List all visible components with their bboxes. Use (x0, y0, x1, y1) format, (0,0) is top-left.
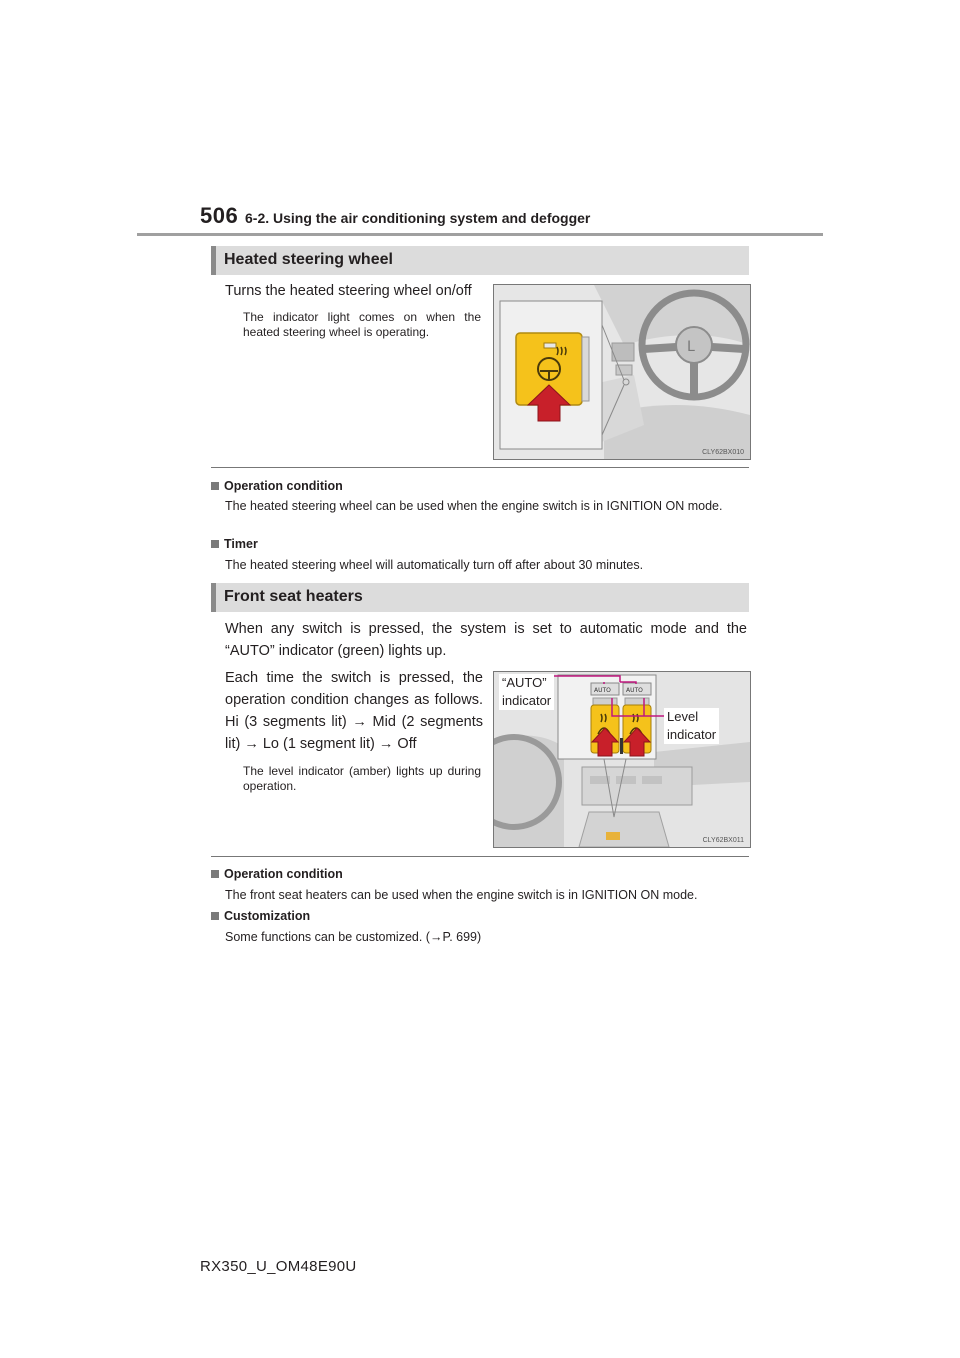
seat-heaters-note: The level indicator (amber) lights up during operation. (243, 764, 481, 793)
section-title: Front seat heaters (224, 588, 363, 605)
heated-wheel-intro: Turns the heated steering wheel on/off (225, 283, 472, 299)
note-text-operation-condition-seat: The front seat heaters can be used when the engine switch is in IGNITION ON mode. (225, 888, 698, 902)
level-indicator-callout (664, 708, 719, 744)
square-bullet-icon (211, 912, 219, 920)
note-heading-timer: Timer (211, 537, 258, 551)
section-divider (211, 467, 749, 468)
seat-heaters-intro: When any switch is pressed, the system is set to automatic mode and the “AUTO” indicator (green) lights up. (225, 621, 747, 659)
section-marker (211, 246, 216, 275)
front-seat-heaters-figure (493, 671, 751, 848)
callout-level-line1: Level (667, 709, 699, 724)
heated-steering-wheel-figure (493, 284, 751, 460)
page-number: 506 (200, 203, 239, 228)
auto-indicator-callout (499, 674, 554, 710)
heated-wheel-note: The indicator light comes on when the heated steering wheel is operating. (243, 310, 481, 339)
callout-auto-line1: “AUTO” (502, 675, 547, 690)
note-heading-operation-condition: Operation condition (211, 479, 343, 493)
note-text-operation-condition: The heated steering wheel can be used when the engine switch is in IGNITION ON mode. (225, 499, 723, 513)
note-heading-customization: Customization (211, 909, 310, 923)
square-bullet-icon (211, 482, 219, 490)
seat-heaters-cycle: Each time the switch is pressed, the operation condition changes as follows. Hi (3 segments lit) → Mid (2 segments lit) → Lo (1 segment lit) → Off (225, 670, 483, 752)
square-bullet-icon (211, 870, 219, 878)
auto-switch-label-left: AUTO (594, 687, 611, 694)
figure-code: CLY62BX010 (702, 449, 744, 456)
note-text-customization: Some functions can be customized. (→P. 699) (225, 930, 482, 944)
square-bullet-icon (211, 540, 219, 548)
note-heading-operation-condition-seat: Operation condition (211, 867, 343, 881)
header-divider (137, 233, 823, 236)
callout-level-line2: indicator (667, 727, 717, 742)
steering-wheel-illustration (494, 285, 750, 459)
figure-code: CLY62BX011 (702, 837, 744, 844)
model-code-footer: RX350_U_OM48E90U (200, 1258, 357, 1275)
section-heading-heated-steering-wheel (211, 246, 749, 275)
section-marker (211, 583, 216, 612)
callout-auto-line2: indicator (502, 693, 552, 708)
section-title: Heated steering wheel (224, 251, 393, 268)
section-heading-front-seat-heaters (211, 583, 749, 612)
svg-text:L: L (687, 339, 695, 355)
note-text-timer: The heated steering wheel will automatically turn off after about 30 minutes. (225, 558, 644, 572)
chapter-heading: 6-2. Using the air conditioning system and defogger (245, 210, 591, 226)
section-divider (211, 856, 749, 857)
auto-switch-label-right: AUTO (626, 687, 643, 694)
